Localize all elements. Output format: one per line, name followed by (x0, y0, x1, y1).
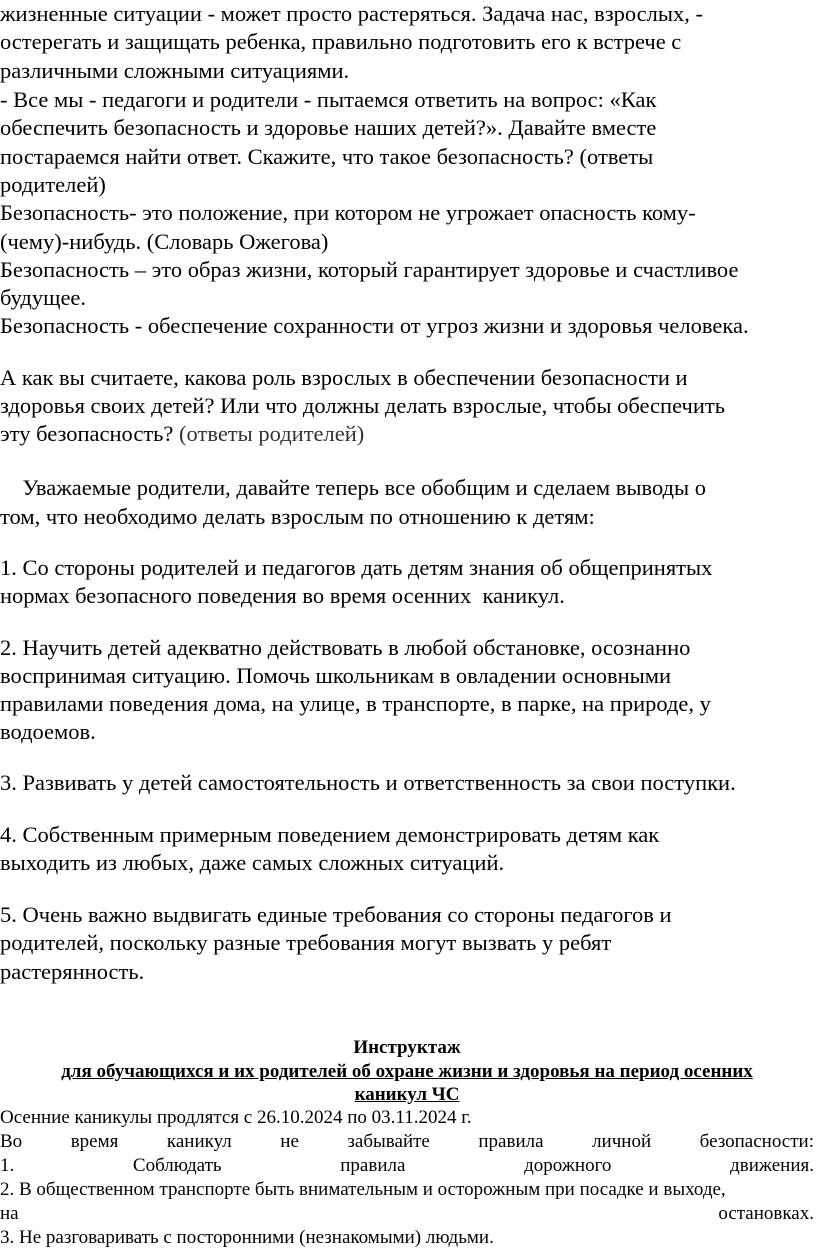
text-line: жизненные ситуации - может просто растеряться. Задача нас, взрослых, - (0, 1, 704, 26)
text-line: 3. Не разговаривать с посторонними (незнакомыми) людьми. (0, 1227, 494, 1248)
text-line: (чему)-нибудь. (Словарь Ожегова) (0, 229, 329, 254)
text-line (0, 420, 364, 448)
list-item: правилами поведения дома, на улице, в транспорте, в парке, на природе, у (0, 691, 711, 716)
text-line: на остановках. (0, 1203, 814, 1224)
parents-answers-note: (ответы родителей) (179, 421, 365, 446)
text-line: Безопасность- это положение, при котором не угрожает опасность кому- (0, 200, 696, 225)
text-line: Уважаемые родители, давайте теперь все обобщим и сделаем выводы о (0, 475, 706, 500)
text-line: А как вы считаете, какова роль взрослых в обеспечении безопасности и (0, 365, 688, 390)
list-item: нормах безопасного поведения во время осенних каникул. (0, 583, 565, 608)
text-line: Безопасность - обеспечение сохранности от угроз жизни и здоровья человека. (0, 313, 749, 338)
text-line: том, что необходимо делать взрослым по отношению к детям: (0, 504, 595, 529)
text-line: различными сложными ситуациями. (0, 58, 350, 83)
instruction-title: Инструктаж (353, 1037, 461, 1058)
text-line: Во время каникул не забывайте правила личной безопасности: (0, 1131, 814, 1152)
list-item: 4. Собственным примерным поведением демонстрировать детям как (0, 822, 660, 847)
text-line: остерегать и защищать ребенка, правильно подготовить его к встрече с (0, 29, 682, 54)
instruction-subtitle: для обучающихся и их родителей об охране жизни и здоровья на период осенних (61, 1061, 753, 1082)
text-line: будущее. (0, 285, 87, 310)
list-item: 2. Научить детей адекватно действовать в любой обстановке, осознанно (0, 635, 691, 660)
list-item: 3. Развивать у детей самостоятельность и ответственность за свои поступки. (0, 770, 736, 795)
text-line: 2. В общественном транспорте быть внимательным и осторожным при посадке и выходе, (0, 1179, 726, 1200)
text-line: Безопасность – это образ жизни, который гарантирует здоровье и счастливое (0, 257, 739, 282)
list-item: родителей, поскольку разные требования могут вызвать у ребят (0, 930, 612, 955)
text-segment: эту безопасность? (0, 421, 174, 446)
list-item: воспринимая ситуацию. Помочь школьникам в овладении основными (0, 663, 672, 688)
list-item: 1. Со стороны родителей и педагогов дать детям знания об общепринятых (0, 555, 713, 580)
list-item: растерянность. (0, 959, 145, 984)
list-item: водоемов. (0, 719, 96, 744)
text-line: Осенние каникулы продлятся с 26.10.2024 по 03.11.2024 г. (0, 1107, 472, 1128)
text-line: обеспечить безопасность и здоровье наших детей?». Давайте вместе (0, 115, 657, 140)
list-item: выходить из любых, даже самых сложных ситуаций. (0, 850, 505, 875)
instruction-subtitle: каникул ЧС (354, 1084, 460, 1105)
text-line: здоровья своих детей? Или что должны делать взрослые, чтобы обеспечить (0, 393, 725, 418)
text-line: родителей) (0, 172, 106, 197)
text-line: постараемся найти ответ. Скажите, что такое безопасность? (ответы (0, 144, 654, 169)
list-item: 5. Очень важно выдвигать единые требования со стороны педагогов и (0, 902, 672, 927)
text-line: 1. Соблюдать правила дорожного движения. (0, 1155, 814, 1176)
text-line: - Все мы - педагоги и родители - пытаемся ответить на вопрос: «Как (0, 87, 657, 112)
